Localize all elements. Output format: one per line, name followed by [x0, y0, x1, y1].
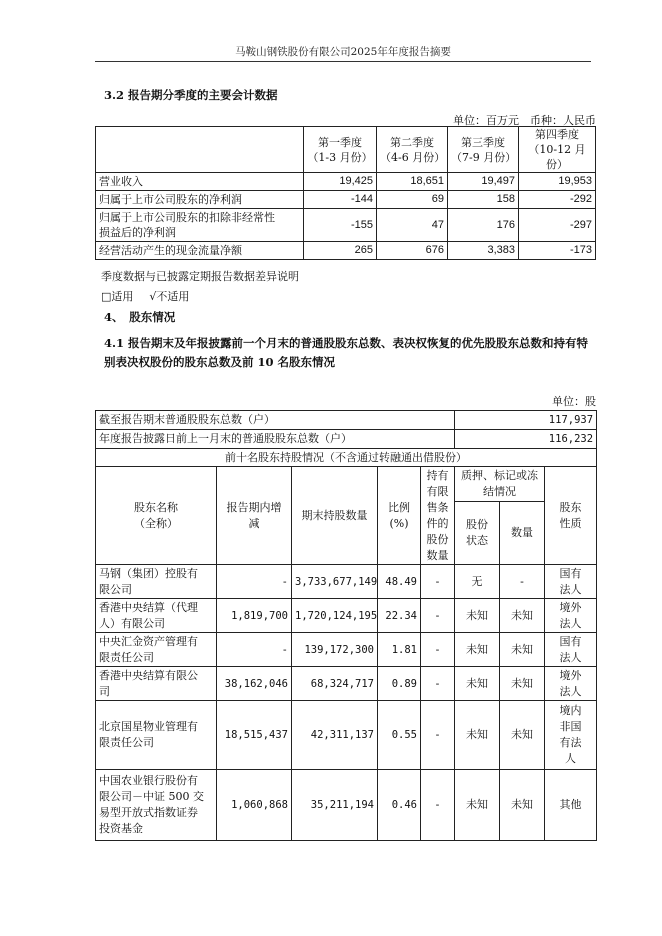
cell-value: -297 — [519, 209, 596, 242]
name-line: 易型开放式指数证券 — [99, 806, 198, 819]
nature-line: 法人 — [559, 616, 582, 630]
shareholder-name — [96, 667, 217, 701]
quarter-header — [304, 127, 377, 173]
table-row — [96, 770, 597, 841]
cell-value: -155 — [304, 209, 377, 242]
name-line: 投资基金 — [99, 822, 143, 835]
header-line: 比例 — [388, 500, 410, 514]
quarterly-unit-note: 单位：百万元 币种：人民币 — [453, 114, 596, 127]
quarter-months: （7-9 月份） — [451, 150, 517, 164]
shareholder-name — [96, 633, 217, 667]
col-ratio — [378, 467, 421, 565]
total-shareholders-label: 截至报告期末普通股股东总数（户） — [96, 411, 455, 430]
header-line: 股份 — [466, 518, 489, 531]
table-row — [96, 667, 597, 701]
row-label-line: 损益后的净利润 — [99, 226, 176, 239]
total-shareholders-value: 117,937 — [455, 411, 597, 430]
quarter-months: （1-3 月份） — [307, 150, 373, 164]
shares-held: 35,211,194 — [292, 770, 378, 841]
col-pledge-group — [455, 467, 545, 502]
pledge-quantity: 未知 — [500, 701, 545, 770]
cell-value: 176 — [448, 209, 519, 242]
table-row — [96, 209, 596, 242]
shareholder-name — [96, 599, 217, 633]
share-ratio: 1.81 — [378, 633, 421, 667]
section-4-heading: 4、 股东情况 — [104, 310, 176, 324]
option-applicable: □适用 — [101, 290, 134, 303]
cell-value: 19,953 — [519, 173, 596, 191]
quarter-header — [519, 127, 596, 173]
header-line: 股份 — [426, 532, 449, 546]
nature-line: 法人 — [559, 582, 582, 596]
header-line: 股东名称 — [134, 500, 178, 514]
pledge-quantity: 未知 — [500, 599, 545, 633]
shareholder-table — [95, 410, 597, 841]
cell-value: -144 — [304, 191, 377, 209]
shares-held: 1,720,124,195 — [292, 599, 378, 633]
table-row — [96, 430, 597, 449]
quarter-months: （4-6 月份） — [380, 150, 446, 164]
nature-line: 人 — [565, 752, 577, 765]
name-line: 限公司 — [99, 582, 132, 596]
cell-value: 19,497 — [448, 173, 519, 191]
share-ratio: 48.49 — [378, 565, 421, 599]
pledge-status: 无 — [455, 565, 500, 599]
quarter-name: 第一季度 — [318, 135, 362, 149]
top10-title: 前十名股东持股情况（不含通过转融通出借股份） — [96, 449, 597, 467]
shareholder-nature — [545, 565, 597, 599]
table-row — [96, 191, 596, 209]
table-row — [96, 411, 597, 430]
header-line: 状态 — [466, 534, 489, 547]
pledge-quantity: 未知 — [500, 633, 545, 667]
shareholder-name — [96, 565, 217, 599]
pledge-quantity: 未知 — [500, 770, 545, 841]
row-label-line: 归属于上市公司股东的扣除非经常性 — [99, 211, 275, 224]
cell-value: 69 — [377, 191, 448, 209]
quarter-header — [377, 127, 448, 173]
pledge-status: 未知 — [455, 599, 500, 633]
cell-value: 676 — [377, 242, 448, 260]
table-row — [96, 565, 597, 599]
header-divider — [95, 61, 591, 62]
restricted-shares: - — [421, 667, 455, 701]
nature-line: 非国 — [559, 720, 582, 733]
shareholder-nature — [545, 667, 597, 701]
col-pledge-status — [455, 502, 500, 565]
pledge-quantity: - — [500, 565, 545, 599]
header-line: 有限 — [426, 484, 449, 498]
restricted-shares: - — [421, 701, 455, 770]
pledge-status: 未知 — [455, 701, 500, 770]
table-row — [96, 701, 597, 770]
cell-value: 158 — [448, 191, 519, 209]
cell-value: 19,425 — [304, 173, 377, 191]
quarter-name: 第三季度 — [461, 135, 505, 149]
header-line: 质押、标记或冻 — [461, 469, 539, 482]
nature-line: 法人 — [559, 684, 582, 698]
col-period-change — [217, 467, 292, 565]
col-shareholder-name — [96, 467, 217, 565]
shares-change: 38,162,046 — [217, 667, 292, 701]
section-4-1-heading: 4.1 报告期末及年报披露前一个月末的普通股股东总数、表决权恢复的优先股股东总数和持有特别表决权股份的股东总数及前 10 名股东情况 — [104, 336, 589, 369]
name-line: 限责任公司 — [99, 736, 154, 749]
shares-change: - — [217, 633, 292, 667]
quarter-name: 第四季度 — [535, 128, 579, 141]
shareholder-nature — [545, 701, 597, 770]
shareholder-nature — [545, 633, 597, 667]
nature-line: 法人 — [559, 650, 582, 664]
quarterly-data-table — [95, 126, 596, 260]
difference-note: 季度数据与已披露定期报告数据差异说明 — [101, 270, 299, 283]
header-line: 件的 — [426, 516, 449, 530]
column-header-row — [96, 467, 597, 502]
col-shares-held: 期末持股数量 — [292, 467, 378, 565]
row-label: 营业收入 — [96, 173, 304, 191]
cell-value: -292 — [519, 191, 596, 209]
applicability-options — [101, 288, 189, 304]
shares-change: 18,515,437 — [217, 701, 292, 770]
shareholder-name — [96, 770, 217, 841]
nature-line: 有法 — [559, 736, 582, 749]
header-line: 性质 — [559, 516, 582, 530]
shareholder-name — [96, 701, 217, 770]
table-row — [96, 173, 596, 191]
shareholder-unit-note: 单位：股 — [552, 395, 596, 408]
quarter-name: 第二季度 — [390, 135, 434, 149]
name-line: 限公司－中证 500 交 — [99, 790, 204, 803]
header-line: 结情况 — [483, 485, 517, 498]
header-line: 数量 — [426, 548, 449, 562]
restricted-shares: - — [421, 599, 455, 633]
pledge-status: 未知 — [455, 770, 500, 841]
quarterly-header-blank — [96, 127, 304, 173]
name-line: 限责任公司 — [99, 650, 154, 664]
shareholder-nature — [545, 599, 597, 633]
name-line: 中央汇金资产管理有 — [99, 634, 198, 648]
table-row — [96, 449, 597, 467]
cell-value: -173 — [519, 242, 596, 260]
col-restricted-shares — [421, 467, 455, 565]
pledge-status: 未知 — [455, 667, 500, 701]
nature-line: 国有 — [559, 634, 582, 648]
header-line: （全称） — [134, 516, 178, 530]
name-line: 香港中央结算有限公 — [99, 668, 198, 682]
cell-value: 265 — [304, 242, 377, 260]
name-line: 香港中央结算（代理 — [99, 600, 198, 614]
share-ratio: 0.55 — [378, 701, 421, 770]
header-line: 报告期内增 — [226, 500, 282, 514]
restricted-shares: - — [421, 770, 455, 841]
prior-month-shareholders-label: 年度报告披露日前上一月末的普通股股东总数（户） — [96, 430, 455, 449]
nature-line: 境外 — [559, 600, 582, 614]
name-line: 北京国星物业管理有 — [99, 720, 198, 733]
shares-held: 68,324,717 — [292, 667, 378, 701]
section-3-2-heading: 3.2 报告期分季度的主要会计数据 — [104, 88, 278, 102]
row-label: 归属于上市公司股东的净利润 — [96, 191, 304, 209]
row-label — [96, 209, 304, 242]
shares-held: 3,733,677,149 — [292, 565, 378, 599]
restricted-shares: - — [421, 633, 455, 667]
page-header: 马鞍山钢铁股份有限公司2025年年度报告摘要 — [235, 46, 451, 58]
table-row — [96, 242, 596, 260]
shares-held: 42,311,137 — [292, 701, 378, 770]
cell-value: 3,383 — [448, 242, 519, 260]
option-not-applicable: √不适用 — [149, 290, 190, 303]
header-line: (%) — [389, 516, 409, 530]
nature-line: 境内 — [559, 704, 582, 717]
name-line: 人）有限公司 — [99, 616, 165, 630]
cell-value: 18,651 — [377, 173, 448, 191]
shareholder-nature — [545, 770, 597, 841]
restricted-shares: - — [421, 565, 455, 599]
share-ratio: 0.46 — [378, 770, 421, 841]
nature-line: 境外 — [559, 668, 582, 682]
share-ratio: 0.89 — [378, 667, 421, 701]
col-shareholder-nature — [545, 467, 597, 565]
header-line: 售条 — [426, 500, 449, 514]
table-row — [96, 599, 597, 633]
name-line: 司 — [99, 684, 110, 698]
table-row — [96, 633, 597, 667]
header-line: 减 — [248, 516, 260, 530]
shares-change: 1,060,868 — [217, 770, 292, 841]
col-pledge-quantity: 数量 — [500, 502, 545, 565]
quarterly-header-row — [96, 127, 596, 173]
shares-held: 139,172,300 — [292, 633, 378, 667]
pledge-status: 未知 — [455, 633, 500, 667]
quarter-header — [448, 127, 519, 173]
name-line: 马钢（集团）控股有 — [99, 566, 198, 580]
shares-change: 1,819,700 — [217, 599, 292, 633]
pledge-quantity: 未知 — [500, 667, 545, 701]
header-line: 持有 — [426, 468, 449, 482]
nature-line: 其他 — [559, 798, 582, 811]
prior-month-shareholders-value: 116,232 — [455, 430, 597, 449]
quarter-months: （10-12 月份） — [528, 143, 586, 171]
share-ratio: 22.34 — [378, 599, 421, 633]
cell-value: 47 — [377, 209, 448, 242]
shares-change: - — [217, 565, 292, 599]
name-line: 中国农业银行股份有 — [99, 774, 198, 787]
nature-line: 国有 — [559, 566, 582, 580]
header-line: 股东 — [559, 500, 582, 514]
row-label: 经营活动产生的现金流量净额 — [96, 242, 304, 260]
